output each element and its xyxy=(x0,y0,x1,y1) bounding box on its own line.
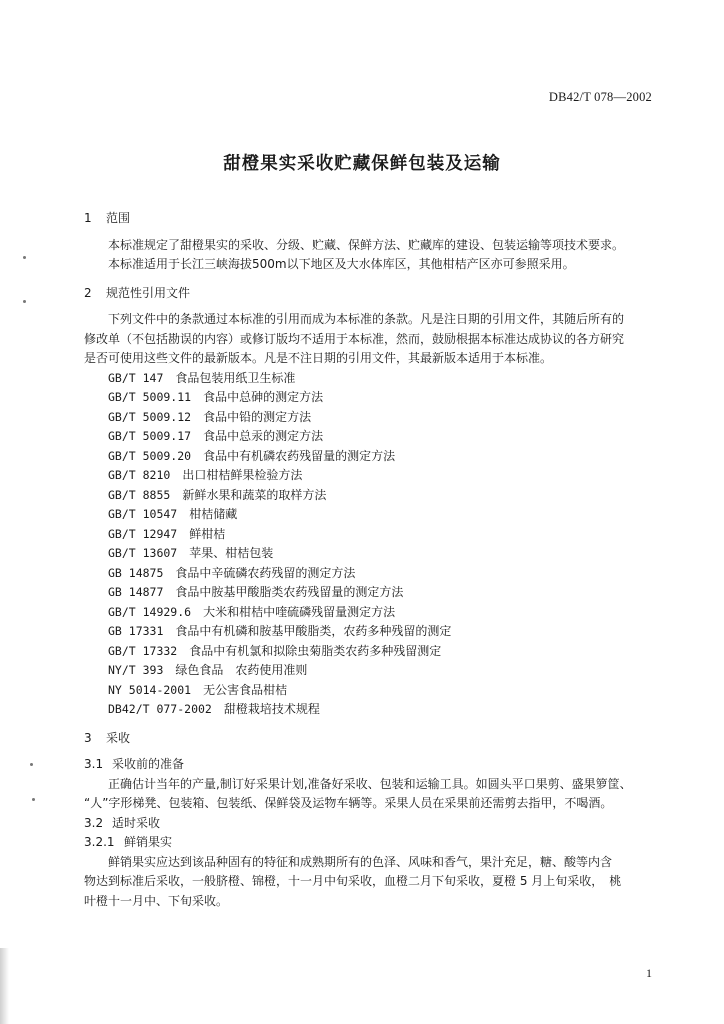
paragraph-line: 鲜销果实应达到该品种固有的特征和成熟期所有的色泽、风味和香气，果汁充足，糖、酸等内含 xyxy=(108,854,613,869)
reference-item xyxy=(108,408,662,428)
subsection-3-2-heading xyxy=(84,814,662,834)
reference-list xyxy=(84,369,662,720)
reference-item xyxy=(108,642,662,662)
reference-code: GB 17331 xyxy=(108,624,164,638)
paragraph-line: 正确估计当年的产量,制订好采果计划,准备好采收、包装和运输工具。如圆头平口果剪、盛果箩筐、 xyxy=(108,776,632,791)
subsection-3-1-heading xyxy=(84,755,662,775)
subsection-number: 3.2 xyxy=(84,815,104,830)
reference-name: 食品中总汞的测定方法 xyxy=(203,429,324,443)
reference-name: 食品中总砷的测定方法 xyxy=(203,390,324,404)
paragraph: 本标准规定了甜橙果实的采收、分级、贮藏、保鲜方法、贮藏库的建设、包装运输等项技术要求。 xyxy=(108,237,625,252)
subsection-title: 鲜销果实 xyxy=(124,835,173,849)
reference-name: 鲜柑桔 xyxy=(189,526,226,541)
reference-name: 食品中铅的测定方法 xyxy=(203,409,312,424)
reference-name: 食品包装用纸卫生标准 xyxy=(175,370,296,385)
reference-code: GB/T 17332 xyxy=(108,643,178,658)
subsection-title: 适时采收 xyxy=(112,815,161,830)
reference-name: 无公害食品柑桔 xyxy=(203,682,288,697)
scan-edge-shadow xyxy=(0,948,9,1024)
subsection-number: 3.1 xyxy=(84,757,104,771)
subsection-number: 3.2.1 xyxy=(84,835,115,849)
reference-code: NY 5014-2001 xyxy=(108,682,192,697)
reference-code: GB/T 147 xyxy=(108,370,164,385)
subsection-title: 采收前的准备 xyxy=(112,757,185,771)
section-1-heading xyxy=(84,209,662,229)
reference-name: 食品中有机磷农药残留量的测定方法 xyxy=(203,448,396,463)
reference-item xyxy=(108,447,662,467)
reference-item xyxy=(108,369,662,389)
reference-code: DB42/T 077-2002 xyxy=(108,702,212,716)
paragraph-line: 物达到标准后采收，一般脐橙、锦橙，十一月中旬采收，血橙二月下旬采收，夏橙 5 月上旬采收， 桃 xyxy=(84,874,622,888)
reference-item xyxy=(108,505,662,525)
reference-name: 新鲜水果和蔬菜的取样方法 xyxy=(182,487,327,502)
reference-item xyxy=(108,583,662,603)
scan-speck xyxy=(30,763,33,766)
paragraph-line: 修改单（不包括勘误的内容）或修订版均不适用于本标准，然而，鼓励根据本标准达成协议的各方研究 xyxy=(84,331,625,346)
paragraph-line: 是否可使用这些文件的最新版本。凡是不注日期的引用文件，其最新版本适用于本标准。 xyxy=(84,351,553,365)
reference-code: GB/T 5009.20 xyxy=(108,448,192,463)
reference-code: GB/T 14929.6 xyxy=(108,604,192,619)
scan-speck xyxy=(23,300,26,303)
section-title: 范围 xyxy=(106,211,131,225)
reference-code: GB/T 5009.12 xyxy=(108,409,192,424)
section-number: 1 xyxy=(84,211,92,225)
section-number: 2 xyxy=(84,285,92,300)
subsection-3-2-1-heading xyxy=(84,833,662,853)
reference-name: 苹果、柑桔包装 xyxy=(189,546,274,560)
reference-item xyxy=(108,427,662,447)
reference-item xyxy=(108,544,662,564)
reference-code: GB/T 10547 xyxy=(108,507,178,521)
reference-code: GB/T 8855 xyxy=(108,487,171,502)
reference-name: 甜橙栽培技术规程 xyxy=(223,702,320,716)
reference-item xyxy=(108,486,662,506)
reference-name: 出口柑桔鲜果检验方法 xyxy=(182,468,303,482)
paragraph-line: “人”字形梯凳、包装箱、包装纸、保鲜袋及运物车辆等。采果人员在采果前还需剪去指甲，不喝酒。 xyxy=(84,796,613,810)
section-2-heading xyxy=(84,284,662,304)
reference-name: 柑桔储藏 xyxy=(189,507,238,521)
reference-item xyxy=(108,525,662,545)
reference-code: GB/T 8210 xyxy=(108,468,171,482)
paragraph-line: 下列文件中的条款通过本标准的引用而成为本标准的条款。凡是注日期的引用文件，其随后所有的 xyxy=(108,312,625,326)
reference-item xyxy=(108,603,662,623)
reference-code: GB/T 12947 xyxy=(108,526,178,541)
reference-name: 食品中有机磷和胺基甲酸脂类，农药多种残留的测定 xyxy=(175,624,452,638)
reference-code: GB/T 13607 xyxy=(108,546,178,560)
reference-name: 大米和柑桔中喹硫磷残留量测定方法 xyxy=(203,604,396,619)
reference-item xyxy=(108,700,662,720)
document-title: 甜橙果实采收贮藏保鲜包装及运输 xyxy=(223,154,501,174)
reference-item xyxy=(108,622,662,642)
reference-item xyxy=(108,388,662,408)
reference-item xyxy=(108,466,662,486)
reference-code: GB 14875 xyxy=(108,565,164,580)
reference-code: GB/T 5009.11 xyxy=(108,390,192,404)
section-title: 采收 xyxy=(106,730,131,745)
reference-item xyxy=(108,681,662,701)
reference-name: 食品中有机氯和拟除虫菊脂类农药多种残留测定 xyxy=(189,643,442,658)
section-number: 3 xyxy=(84,730,92,745)
document-code: DB42/T 078—2002 xyxy=(548,90,652,104)
document-body xyxy=(84,209,662,911)
scan-speck xyxy=(32,798,35,801)
reference-code: GB/T 5009.17 xyxy=(108,429,192,443)
reference-item xyxy=(108,661,662,681)
reference-code: NY/T 393 xyxy=(108,663,164,677)
paragraph: 本标准适用于长江三峡海拔500m以下地区及大水体库区，其他柑桔产区亦可参照采用。 xyxy=(108,257,575,271)
reference-name: 绿色食品 农药使用准则 xyxy=(175,663,308,677)
scan-speck xyxy=(23,256,26,259)
reference-name: 食品中辛硫磷农药残留的测定方法 xyxy=(175,565,356,580)
section-3-heading xyxy=(84,729,662,749)
section-title: 规范性引用文件 xyxy=(106,285,191,300)
reference-item xyxy=(108,564,662,584)
reference-name: 食品中胺基甲酸脂类农药残留量的测定方法 xyxy=(175,585,404,599)
paragraph-line: 叶橙十一月中、下旬采收。 xyxy=(84,893,229,908)
page-number: 1 xyxy=(646,966,652,980)
reference-code: GB 14877 xyxy=(108,585,164,599)
